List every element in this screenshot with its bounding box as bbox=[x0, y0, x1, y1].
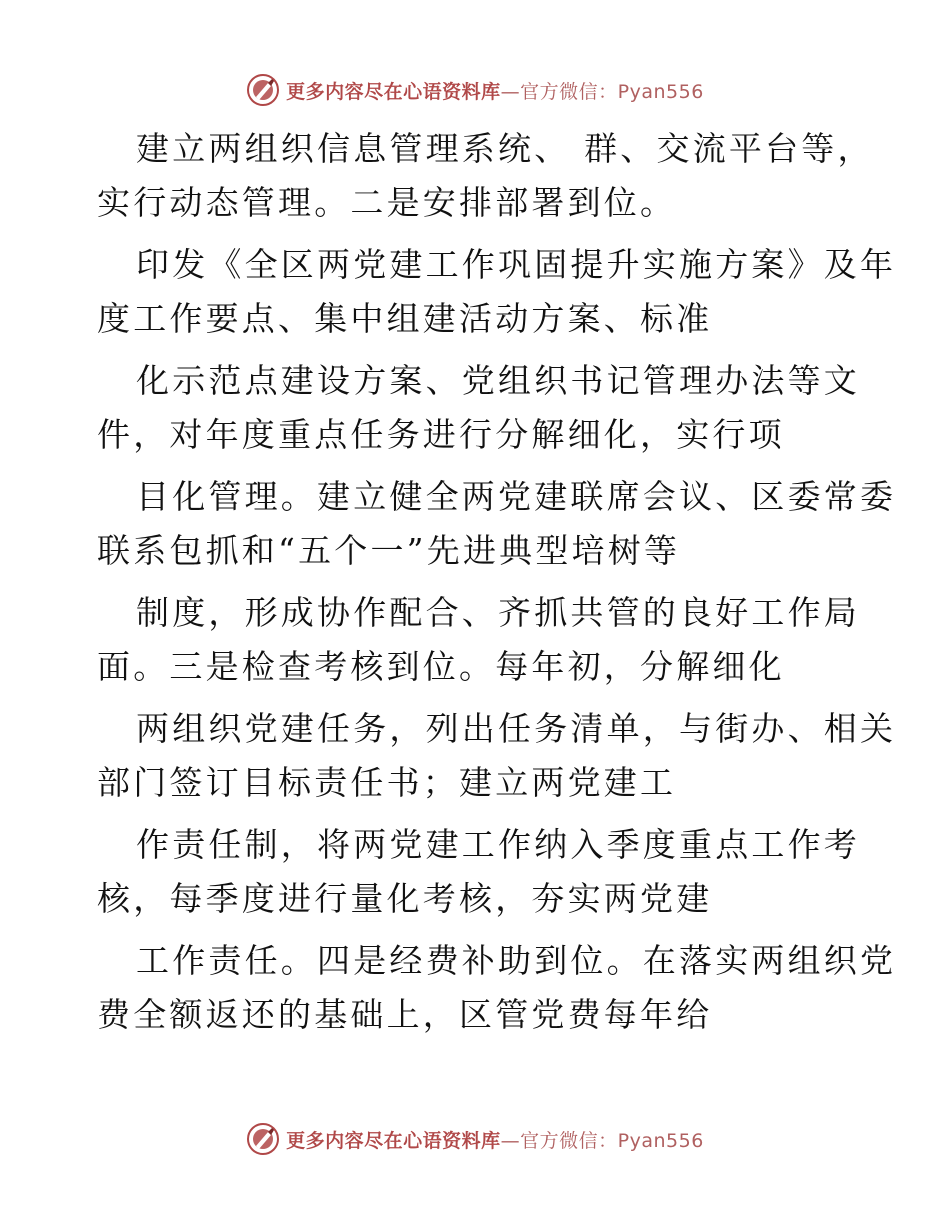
text-line: 核，每季度进行量化考核，夯实两党建 bbox=[97, 879, 713, 918]
text-line: 件，对年度重点任务进行分解细化，实行项 bbox=[97, 415, 785, 454]
text-line: 费全额返还的基础上，区管党费每年给 bbox=[97, 995, 713, 1034]
text-line: 印发《全区两党建工作巩固提升实施方案》及年 bbox=[136, 245, 897, 284]
text-line: 面。三是检查考核到位。每年初，分解细化 bbox=[97, 647, 785, 686]
text-line: 部门签订目标责任书；建立两党建工 bbox=[97, 763, 677, 802]
watermark-brand: 更多内容尽在心语资料库 bbox=[286, 80, 501, 103]
footer-watermark bbox=[0, 1119, 950, 1159]
text-line: 目化管理。建立健全两党建联席会议、区委常委 bbox=[136, 477, 897, 516]
pen-seal-logo-icon bbox=[246, 73, 280, 107]
pen-seal-logo-icon bbox=[246, 1122, 280, 1156]
text-line: 联系包抓和“五个一”先进典型培树等 bbox=[97, 531, 681, 570]
watermark-text bbox=[286, 1126, 704, 1153]
watermark-brand: 更多内容尽在心语资料库 bbox=[286, 1129, 501, 1152]
text-line: 工作责任。四是经费补助到位。在落实两组织党 bbox=[136, 941, 897, 980]
text-line: 化示范点建设方案、党组织书记管理办法等文 bbox=[136, 361, 860, 400]
text-line: 两组织党建任务，列出任务清单，与街办、相关 bbox=[136, 709, 897, 748]
text-line: 建立两组织信息管理系统、 群、交流平台等， bbox=[136, 129, 874, 168]
text-line: 实行动态管理。二是安排部署到位。 bbox=[97, 183, 677, 222]
watermark-text bbox=[286, 77, 704, 104]
text-line: 度工作要点、集中组建活动方案、标准 bbox=[97, 299, 713, 338]
text-line: 制度，形成协作配合、齐抓共管的良好工作局 bbox=[136, 593, 860, 632]
watermark-contact: —官方微信：Pyan556 bbox=[500, 1129, 704, 1152]
text-line: 作责任制，将两党建工作纳入季度重点工作考 bbox=[136, 825, 860, 864]
watermark-contact: —官方微信：Pyan556 bbox=[500, 80, 704, 103]
header-watermark bbox=[0, 70, 950, 110]
